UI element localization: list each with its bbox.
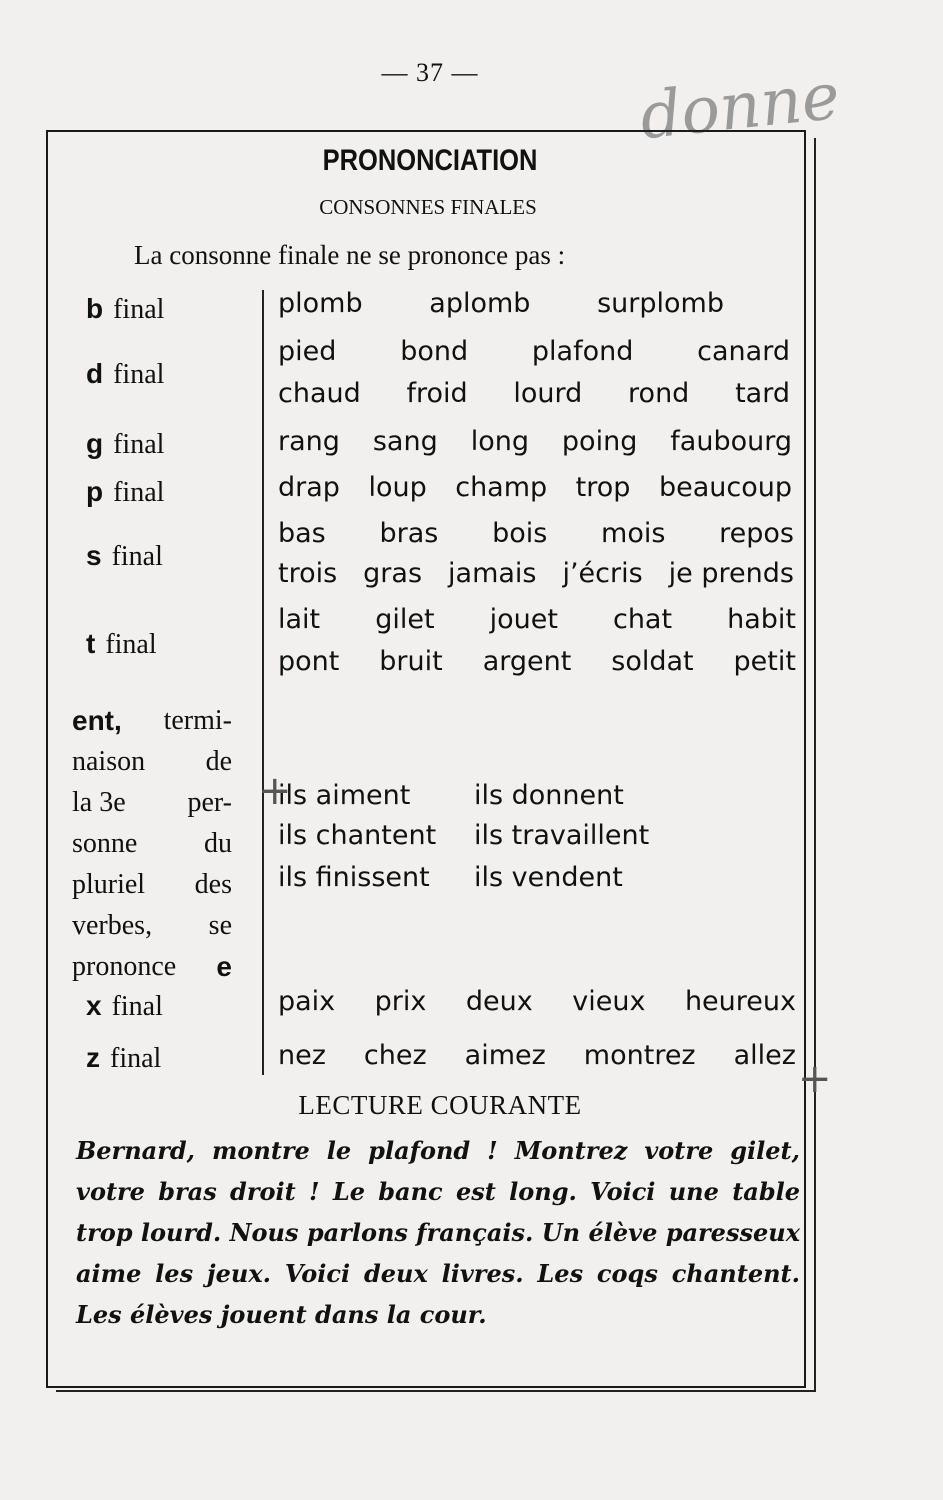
word: argent — [482, 646, 572, 677]
word: vieux — [572, 986, 646, 1017]
ent-label-line — [72, 823, 232, 864]
consonant-letter: s — [86, 540, 102, 571]
final-label: final — [113, 294, 165, 325]
row-label-b — [86, 293, 164, 326]
section-subtitle: CONSONNES FINALES — [319, 195, 537, 219]
consonant-letter: x — [86, 990, 102, 1021]
word-line — [278, 426, 792, 457]
word: jamais — [448, 558, 537, 589]
rule-text: La consonne finale ne se prononce pas : — [134, 240, 566, 270]
label-word: du — [204, 828, 232, 859]
example-word: ils donnent — [474, 780, 624, 811]
consonant-letter: b — [86, 293, 104, 324]
example-word: ils travaillent — [474, 820, 650, 851]
row-label-d — [86, 358, 164, 391]
label-word: pluriel — [72, 869, 146, 900]
word: champ — [455, 472, 548, 503]
handwritten-note: donne — [636, 59, 844, 155]
word: drap — [278, 472, 340, 503]
word: pont — [278, 646, 340, 677]
word: bond — [400, 336, 469, 367]
word: lourd — [513, 378, 583, 409]
word: loup — [368, 472, 427, 503]
word: lait — [278, 604, 321, 635]
word: rond — [628, 378, 690, 409]
example-word: ils vendent — [474, 862, 623, 893]
row-label-z — [86, 1042, 161, 1075]
final-label: final — [111, 991, 163, 1022]
row-label-p — [86, 476, 164, 509]
word: canard — [697, 336, 790, 367]
word: plafond — [531, 336, 634, 367]
word: tard — [735, 378, 790, 409]
label-word: la 3e — [72, 787, 126, 818]
consonant-letter: g — [86, 428, 104, 459]
word: chez — [363, 1040, 427, 1071]
section-title: PRONONCIATION — [322, 144, 538, 177]
consonant-letter: z — [86, 1042, 100, 1073]
word: allez — [733, 1040, 796, 1071]
label-word: des — [194, 869, 232, 900]
word: sang — [372, 426, 438, 457]
word: prix — [374, 986, 427, 1017]
ent-example-line — [278, 820, 649, 851]
word: trop — [575, 472, 631, 503]
word: rang — [278, 426, 340, 457]
word-line — [278, 378, 790, 409]
ent-letter-e: e — [216, 951, 232, 982]
divider-line — [262, 290, 264, 1075]
ent-example-line — [278, 780, 624, 811]
word: long — [470, 426, 529, 457]
word-line — [278, 336, 790, 367]
ent-label-line — [72, 741, 232, 782]
word: bas — [278, 518, 326, 549]
final-label: final — [110, 1043, 162, 1074]
word-line — [278, 472, 792, 503]
ent-label-line — [72, 864, 232, 905]
word: beaucoup — [658, 472, 792, 503]
word: aimez — [464, 1040, 546, 1071]
word-line — [278, 518, 794, 549]
label-word: se — [208, 910, 232, 941]
word: nez — [278, 1040, 326, 1071]
word-line — [278, 288, 724, 319]
label-word: prononce — [72, 951, 177, 982]
word: trois — [278, 558, 338, 589]
word: soldat — [611, 646, 694, 677]
word: montrez — [583, 1040, 696, 1071]
example-word: ils chantent — [278, 820, 437, 851]
word: bois — [492, 518, 548, 549]
word-line — [278, 558, 794, 589]
word: deux — [465, 986, 533, 1017]
row-label-s — [86, 540, 163, 573]
final-label: final — [113, 477, 165, 508]
word: faubourg — [670, 426, 792, 457]
word-line — [278, 1040, 796, 1071]
word: plomb — [278, 288, 363, 319]
word: je prends — [668, 558, 794, 589]
word: poing — [561, 426, 638, 457]
final-label: final — [113, 429, 165, 460]
consonant-letter: d — [86, 358, 104, 389]
example-word: ils aiment — [278, 780, 411, 811]
ent-label-line — [72, 782, 232, 823]
word: gras — [363, 558, 423, 589]
word: pied — [278, 336, 337, 367]
row-label-g — [86, 428, 164, 461]
example-word: ils finissent — [278, 862, 430, 893]
word: bruit — [379, 646, 443, 677]
final-label: final — [105, 629, 157, 660]
label-word: de — [205, 746, 232, 777]
row-label-t — [86, 628, 157, 661]
label-word: naison — [72, 746, 146, 777]
word: aplomb — [429, 288, 531, 319]
lecture-title: LECTURE COURANTE — [298, 1090, 582, 1120]
ent-example-line — [278, 862, 623, 893]
word: mois — [601, 518, 666, 549]
word-line — [278, 646, 796, 677]
word: froid — [406, 378, 468, 409]
final-label: final — [111, 541, 163, 572]
ent-label-line — [72, 946, 232, 987]
ent-term: ent, — [72, 705, 122, 736]
word-line — [278, 604, 796, 635]
word: paix — [278, 986, 336, 1017]
word: chaud — [278, 378, 361, 409]
word: petit — [733, 646, 796, 677]
label-word: termi- — [163, 705, 232, 736]
consonant-letter: p — [86, 476, 104, 507]
ent-label-line — [72, 905, 232, 946]
row-label-x — [86, 990, 163, 1023]
word: jouet — [489, 604, 558, 635]
word: chat — [612, 604, 673, 635]
lecture-text: Bernard, montre le plafond ! Montrez votre gilet, votre bras droit ! Le banc est long. Voici une table trop lourd. Nous parlons français. Un élève paresseux aime les jeux. Voici deux livres. Les coqs chantent. Les élèves jouent dans la cour. — [76, 1136, 800, 1329]
word-line — [278, 986, 796, 1017]
pencil-mark: + — [798, 1056, 832, 1102]
consonant-letter: t — [86, 628, 96, 659]
word: gilet — [375, 604, 435, 635]
ent-label-line — [72, 700, 232, 741]
pencil-mark: + — [258, 768, 292, 814]
word: repos — [719, 518, 794, 549]
word: habit — [727, 604, 796, 635]
label-word: per- — [187, 787, 232, 818]
label-word: verbes, — [72, 910, 153, 941]
word: heureux — [684, 986, 796, 1017]
word: bras — [379, 518, 439, 549]
page-number: — 37 — — [381, 58, 479, 87]
label-word: sonne — [72, 828, 138, 859]
ent-rule-label — [72, 700, 232, 987]
word: surplomb — [597, 288, 724, 319]
word: j’écris — [562, 558, 643, 589]
final-label: final — [113, 359, 165, 390]
